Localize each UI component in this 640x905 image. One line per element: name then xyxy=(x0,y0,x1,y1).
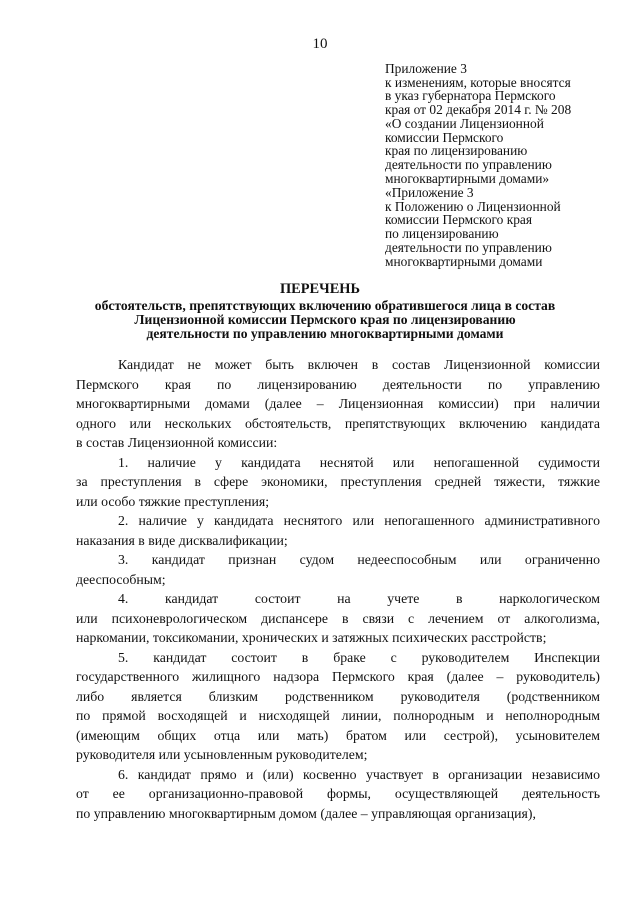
appendix-header xyxy=(385,62,635,185)
text-line: или психоневрологическом диспансере в связи с лечением от алкоголизма, xyxy=(76,610,600,626)
text-line: 5. кандидат состоит в браке с руководителем Инспекции xyxy=(118,649,600,665)
text-line: Кандидат не может быть включен в состав Лицензионной комиссии xyxy=(118,357,600,372)
document-subtitle xyxy=(40,299,610,341)
text-line: Пермского края по лицензированию деятельности по управлению xyxy=(76,376,600,392)
text-line: многоквартирными домами (далее – Лицензионная комиссии) при наличии xyxy=(76,396,600,411)
text-line: 6. кандидат прямо и (или) косвенно участвует в организации независимо xyxy=(118,766,600,782)
text-line: по управлению многоквартирным домом (далее – управляющая организация), xyxy=(76,805,536,821)
intro-paragraph xyxy=(76,355,600,453)
text-line: государственного жилищного надзора Пермского края (далее – руководитель) xyxy=(76,669,600,684)
appendix-line: комиссии Пермского края xyxy=(385,212,533,228)
list-item xyxy=(76,550,600,589)
appendix-line: к Положению о Лицензионной xyxy=(385,198,561,214)
text-line: наказания в виде дисквалификации; xyxy=(76,532,288,548)
appendix-line: деятельности по управлению xyxy=(385,239,552,255)
list-item xyxy=(76,511,600,550)
text-line: от ее организационно-правовой формы, осуществляющей деятельность xyxy=(76,786,600,801)
appendix-line: края по лицензированию xyxy=(385,143,528,159)
appendix-line: «Приложение 3 xyxy=(385,185,474,200)
subtitle-line: деятельности по управлению многоквартирными домами xyxy=(146,326,504,341)
appendix-line: к изменениям, которые вносятся xyxy=(385,74,571,90)
text-line: 3. кандидат признан судом недееспособным или ограниченно xyxy=(118,552,600,567)
text-line: 1. наличие у кандидата неснятой или непогашенной судимости xyxy=(118,454,600,470)
appendix-line: комиссии Пермского xyxy=(385,129,504,145)
appendix-line: края от 02 декабря 2014 г. № 208 xyxy=(385,102,572,118)
text-line: в состав Лицензионной комиссии: xyxy=(76,435,278,450)
subtitle-line: Лицензионной комиссии Пермского края по лицензированию xyxy=(134,312,516,327)
list-item xyxy=(76,765,600,824)
text-line: наркомании, токсикомании, хронических и затяжных психических расстройств; xyxy=(76,630,547,645)
appendix-line: многоквартирными домами» xyxy=(385,170,550,186)
page-number: 10 xyxy=(312,36,328,52)
appendix-line: по лицензированию xyxy=(385,226,499,242)
appendix-line: Приложение 3 xyxy=(385,61,467,76)
appendix-line: деятельности по управлению xyxy=(385,156,552,172)
document-title: ПЕРЕЧЕНЬ xyxy=(279,281,361,297)
appendix-line: многоквартирными домами xyxy=(385,253,543,269)
text-line: руководителя или усыновленным руководителем; xyxy=(76,747,368,762)
text-line: либо является близким родственником руководителя (родственником xyxy=(76,688,600,704)
text-line: за преступления в сфере экономики, преступления средней тяжести, тяжкие xyxy=(76,474,600,489)
list-item xyxy=(76,648,600,765)
text-line: дееспособным; xyxy=(76,571,166,587)
appendix-line: «О создании Лицензионной xyxy=(385,115,544,131)
text-line: 4. кандидат состоит на учете в наркологическом xyxy=(118,591,600,606)
appendix-line: в указ губернатора Пермского xyxy=(385,88,556,104)
text-line: 2. наличие у кандидата неснятого или непогашенного административного xyxy=(118,513,600,528)
text-line: или особо тяжкие преступления; xyxy=(76,493,270,509)
list-item xyxy=(76,453,600,512)
text-line: одного или нескольких обстоятельств, препятствующих включению кандидата xyxy=(76,415,600,431)
text-line: (имеющим общих отца или мать) братом или сестрой), усыновителем xyxy=(76,727,600,743)
text-line: по прямой восходящей и нисходящей линии, полнородным и неполнородным xyxy=(76,708,600,723)
appendix-reference xyxy=(385,186,635,268)
subtitle-line: обстоятельств, препятствующих включению обратившегося лица в состав xyxy=(94,298,556,313)
list-item xyxy=(76,589,600,648)
document-body xyxy=(76,355,600,823)
